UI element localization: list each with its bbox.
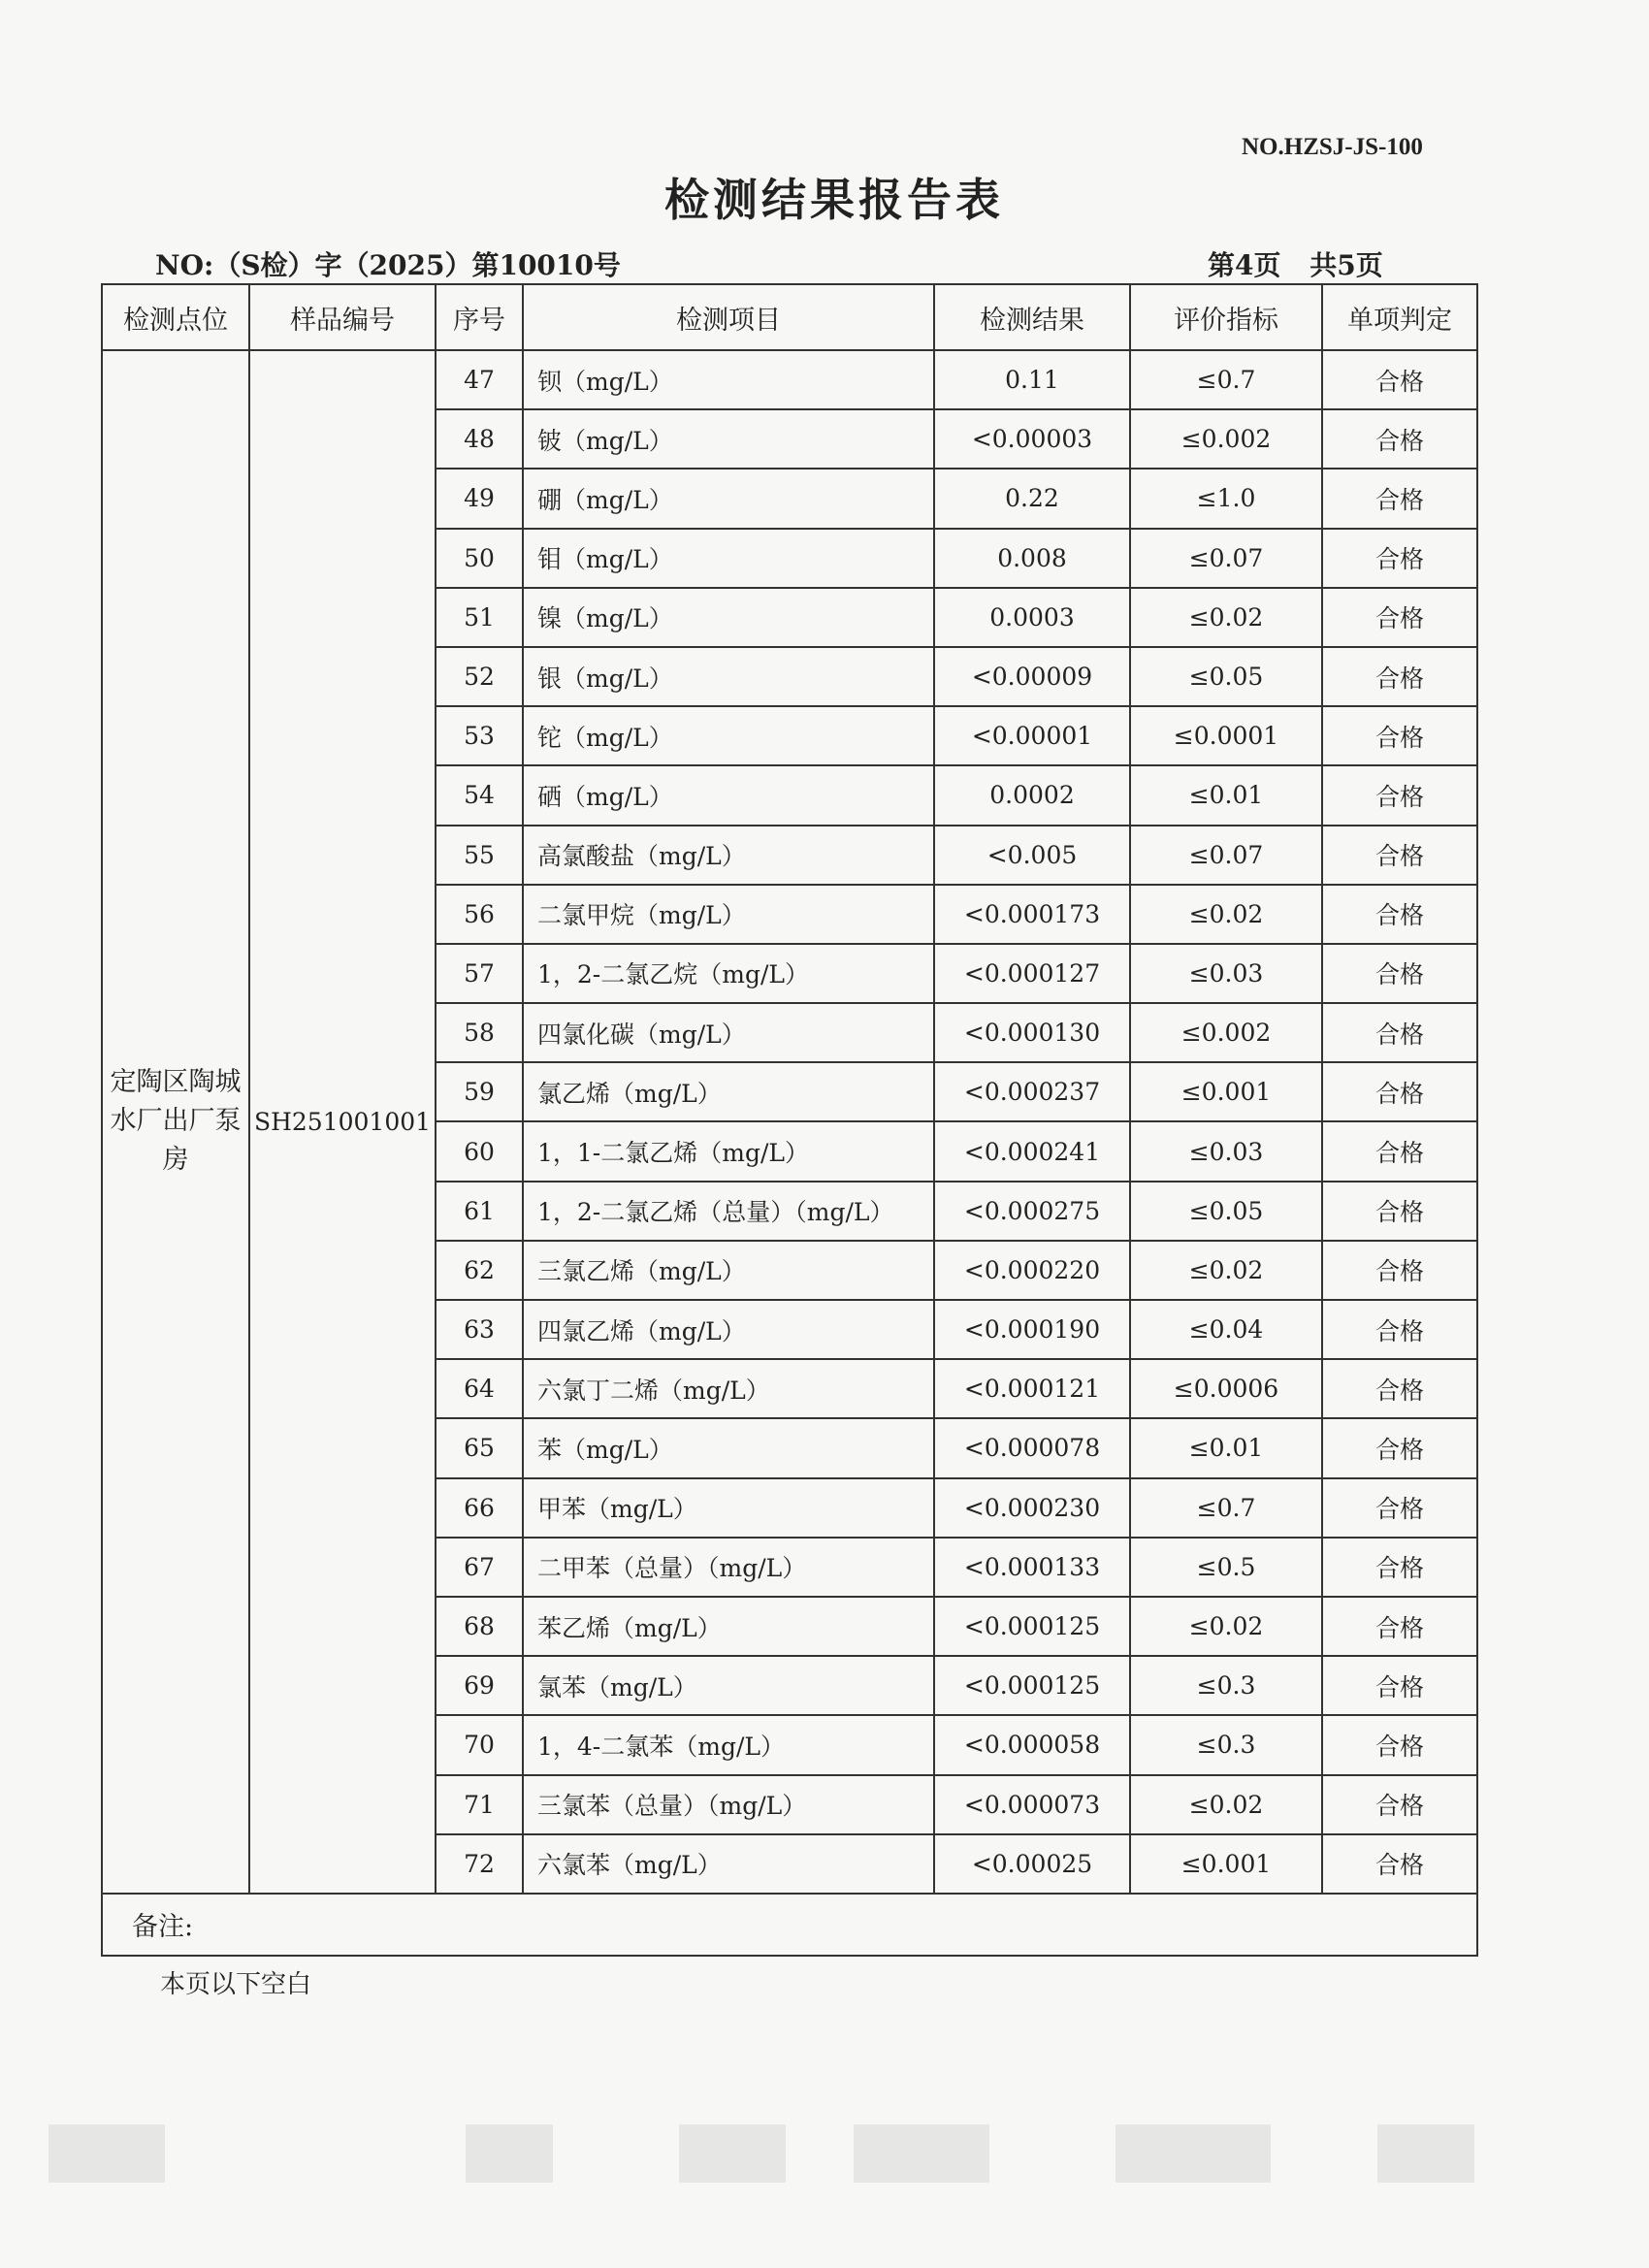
- results-table: [101, 283, 1478, 1957]
- row-verdict: 合格: [1322, 885, 1477, 944]
- row-limit: ≤0.02: [1130, 1775, 1322, 1834]
- row-limit: ≤0.01: [1130, 1418, 1322, 1477]
- row-result: <0.000275: [934, 1182, 1130, 1241]
- row-verdict: 合格: [1322, 1062, 1477, 1121]
- row-verdict: 合格: [1322, 1478, 1477, 1538]
- row-number: 62: [436, 1241, 523, 1300]
- row-verdict: 合格: [1322, 409, 1477, 469]
- row-limit: ≤0.3: [1130, 1656, 1322, 1715]
- row-number: 55: [436, 826, 523, 885]
- row-number: 48: [436, 409, 523, 469]
- row-number: 53: [436, 706, 523, 765]
- row-limit: ≤0.07: [1130, 529, 1322, 588]
- row-limit: ≤0.001: [1130, 1834, 1322, 1894]
- row-item: 铍（mg/L）: [523, 409, 934, 469]
- row-result: <0.000133: [934, 1538, 1130, 1597]
- row-limit: ≤0.02: [1130, 1597, 1322, 1656]
- header-limit: 评价指标: [1130, 284, 1322, 350]
- row-limit: ≤0.02: [1130, 588, 1322, 647]
- row-item: 四氯乙烯（mg/L）: [523, 1300, 934, 1359]
- row-number: 64: [436, 1359, 523, 1418]
- header-verdict: 单项判定: [1322, 284, 1477, 350]
- row-item: 1，2-二氯乙烯（总量）（mg/L）: [523, 1182, 934, 1241]
- row-item: 钡（mg/L）: [523, 350, 934, 409]
- row-verdict: 合格: [1322, 469, 1477, 528]
- row-result: <0.00025: [934, 1834, 1130, 1894]
- row-result: <0.00009: [934, 647, 1130, 706]
- row-result: 0.008: [934, 529, 1130, 588]
- header-row: [102, 284, 1477, 350]
- row-item: 二氯甲烷（mg/L）: [523, 885, 934, 944]
- row-verdict: 合格: [1322, 1656, 1477, 1715]
- row-result: <0.00003: [934, 409, 1130, 469]
- row-limit: ≤0.002: [1130, 1003, 1322, 1062]
- row-verdict: 合格: [1322, 1003, 1477, 1062]
- row-limit: ≤1.0: [1130, 469, 1322, 528]
- row-limit: ≤0.7: [1130, 1478, 1322, 1538]
- scan-artifact: [1116, 2124, 1271, 2183]
- row-limit: ≤0.01: [1130, 765, 1322, 825]
- row-item: 二甲苯（总量）（mg/L）: [523, 1538, 934, 1597]
- row-verdict: 合格: [1322, 765, 1477, 825]
- row-result: <0.000125: [934, 1597, 1130, 1656]
- row-item: 六氯苯（mg/L）: [523, 1834, 934, 1894]
- row-verdict: 合格: [1322, 706, 1477, 765]
- row-number: 71: [436, 1775, 523, 1834]
- row-number: 69: [436, 1656, 523, 1715]
- row-number: 70: [436, 1715, 523, 1774]
- row-result: <0.000220: [934, 1241, 1130, 1300]
- row-item: 氯苯（mg/L）: [523, 1656, 934, 1715]
- row-number: 54: [436, 765, 523, 825]
- row-item: 高氯酸盐（mg/L）: [523, 826, 934, 885]
- row-item: 1，2-二氯乙烷（mg/L）: [523, 944, 934, 1003]
- row-verdict: 合格: [1322, 1241, 1477, 1300]
- row-limit: ≤0.02: [1130, 1241, 1322, 1300]
- row-limit: ≤0.05: [1130, 1182, 1322, 1241]
- header-item: 检测项目: [523, 284, 934, 350]
- row-item: 三氯乙烯（mg/L）: [523, 1241, 934, 1300]
- row-item: 硒（mg/L）: [523, 765, 934, 825]
- row-verdict: 合格: [1322, 826, 1477, 885]
- row-verdict: 合格: [1322, 350, 1477, 409]
- row-number: 57: [436, 944, 523, 1003]
- row-item: 镍（mg/L）: [523, 588, 934, 647]
- row-result: 0.11: [934, 350, 1130, 409]
- row-item: 钼（mg/L）: [523, 529, 934, 588]
- row-limit: ≤0.03: [1130, 944, 1322, 1003]
- row-result: <0.00001: [934, 706, 1130, 765]
- row-verdict: 合格: [1322, 529, 1477, 588]
- header-location: 检测点位: [102, 284, 249, 350]
- table-row: [102, 350, 1477, 409]
- header-result: 检测结果: [934, 284, 1130, 350]
- row-limit: ≤0.7: [1130, 350, 1322, 409]
- row-limit: ≤0.0006: [1130, 1359, 1322, 1418]
- row-verdict: 合格: [1322, 1300, 1477, 1359]
- row-verdict: 合格: [1322, 1538, 1477, 1597]
- row-item: 铊（mg/L）: [523, 706, 934, 765]
- remark-row: 备注:: [102, 1894, 1477, 1956]
- row-result: <0.000121: [934, 1359, 1130, 1418]
- scan-artifact: [48, 2124, 165, 2183]
- row-number: 61: [436, 1182, 523, 1241]
- row-number: 67: [436, 1538, 523, 1597]
- row-number: 52: [436, 647, 523, 706]
- row-number: 66: [436, 1478, 523, 1538]
- scan-artifact: [679, 2124, 786, 2183]
- row-result: <0.000230: [934, 1478, 1130, 1538]
- header-sample-id: 样品编号: [249, 284, 436, 350]
- sample-id-cell: SH251001001: [249, 350, 436, 1894]
- scan-artifact: [466, 2124, 553, 2183]
- row-verdict: 合格: [1322, 1418, 1477, 1477]
- row-result: <0.000190: [934, 1300, 1130, 1359]
- footer-note: 本页以下空白: [160, 1970, 312, 1999]
- row-item: 苯乙烯（mg/L）: [523, 1597, 934, 1656]
- row-limit: ≤0.002: [1130, 409, 1322, 469]
- row-number: 51: [436, 588, 523, 647]
- row-result: 0.22: [934, 469, 1130, 528]
- row-result: 0.0003: [934, 588, 1130, 647]
- row-verdict: 合格: [1322, 1359, 1477, 1418]
- row-limit: ≤0.04: [1130, 1300, 1322, 1359]
- row-number: 47: [436, 350, 523, 409]
- row-verdict: 合格: [1322, 1121, 1477, 1181]
- row-item: 1，4-二氯苯（mg/L）: [523, 1715, 934, 1774]
- row-verdict: 合格: [1322, 1834, 1477, 1894]
- row-result: <0.000130: [934, 1003, 1130, 1062]
- row-item: 1，1-二氯乙烯（mg/L）: [523, 1121, 934, 1181]
- row-item: 硼（mg/L）: [523, 469, 934, 528]
- row-result: <0.000237: [934, 1062, 1130, 1121]
- row-limit: ≤0.001: [1130, 1062, 1322, 1121]
- row-verdict: 合格: [1322, 1597, 1477, 1656]
- row-item: 六氯丁二烯（mg/L）: [523, 1359, 934, 1418]
- page-info: 第4页 共5页: [1208, 249, 1383, 281]
- row-number: 58: [436, 1003, 523, 1062]
- row-limit: ≤0.07: [1130, 826, 1322, 885]
- row-number: 50: [436, 529, 523, 588]
- row-number: 49: [436, 469, 523, 528]
- row-item: 四氯化碳（mg/L）: [523, 1003, 934, 1062]
- row-item: 氯乙烯（mg/L）: [523, 1062, 934, 1121]
- row-verdict: 合格: [1322, 1715, 1477, 1774]
- row-result: <0.000241: [934, 1121, 1130, 1181]
- row-result: <0.000173: [934, 885, 1130, 944]
- page-title: 检测结果报告表: [664, 174, 1004, 226]
- row-verdict: 合格: [1322, 1182, 1477, 1241]
- row-verdict: 合格: [1322, 944, 1477, 1003]
- row-result: <0.000125: [934, 1656, 1130, 1715]
- row-number: 65: [436, 1418, 523, 1477]
- row-result: <0.000073: [934, 1775, 1130, 1834]
- document-number: NO:（S检）字（2025）第10010号: [155, 249, 621, 281]
- row-limit: ≤0.02: [1130, 885, 1322, 944]
- row-number: 60: [436, 1121, 523, 1181]
- scan-artifact: [854, 2124, 989, 2183]
- row-limit: ≤0.03: [1130, 1121, 1322, 1181]
- row-item: 苯（mg/L）: [523, 1418, 934, 1477]
- row-number: 59: [436, 1062, 523, 1121]
- row-limit: ≤0.3: [1130, 1715, 1322, 1774]
- row-item: 银（mg/L）: [523, 647, 934, 706]
- row-number: 63: [436, 1300, 523, 1359]
- row-limit: ≤0.05: [1130, 647, 1322, 706]
- row-result: <0.000078: [934, 1418, 1130, 1477]
- row-result: 0.0002: [934, 765, 1130, 825]
- row-result: <0.000127: [934, 944, 1130, 1003]
- row-result: <0.005: [934, 826, 1130, 885]
- row-result: <0.000058: [934, 1715, 1130, 1774]
- row-number: 72: [436, 1834, 523, 1894]
- row-item: 甲苯（mg/L）: [523, 1478, 934, 1538]
- row-number: 56: [436, 885, 523, 944]
- row-item: 三氯苯（总量）（mg/L）: [523, 1775, 934, 1834]
- scan-artifact: [1377, 2124, 1474, 2183]
- form-code: NO.HZSJ-JS-100: [1242, 134, 1423, 160]
- header-number: 序号: [436, 284, 523, 350]
- row-verdict: 合格: [1322, 588, 1477, 647]
- row-limit: ≤0.5: [1130, 1538, 1322, 1597]
- row-number: 68: [436, 1597, 523, 1656]
- row-verdict: 合格: [1322, 647, 1477, 706]
- location-cell: 定陶区陶城水厂出厂泵房: [102, 350, 249, 1894]
- row-verdict: 合格: [1322, 1775, 1477, 1834]
- row-limit: ≤0.0001: [1130, 706, 1322, 765]
